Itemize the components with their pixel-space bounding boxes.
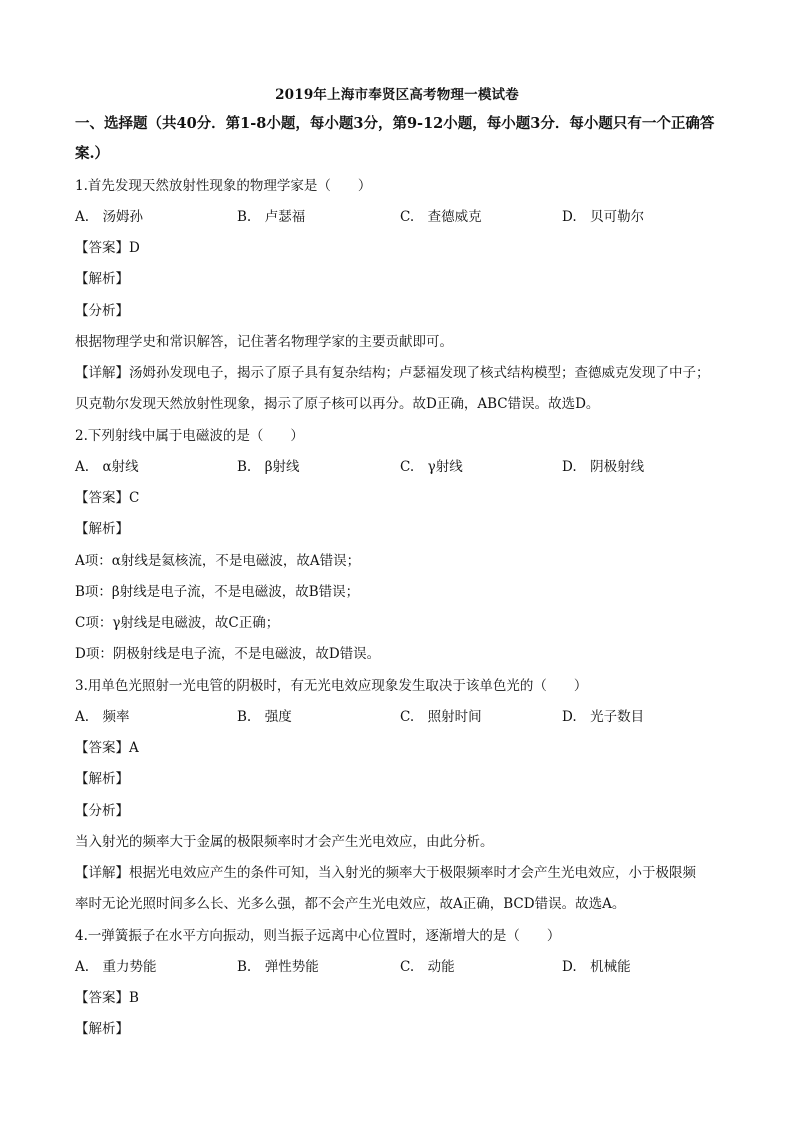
q1-answer: 【答案】D: [75, 240, 140, 256]
q3-detail-line1: 【详解】根据光电效应产生的条件可知，当入射光的频率大于极限频率时才会产生光电效应，小于极限频: [75, 865, 696, 881]
q2-options: [75, 458, 735, 476]
q2-explanation-a: A项：α射线是氦核流，不是电磁波，故A错误；: [75, 553, 361, 569]
q1-option-c: C. 查德威克: [400, 209, 482, 225]
q1-fenxi-label: 【分析】: [75, 303, 129, 319]
q3-option-d: D. 光子数目: [562, 709, 645, 725]
q4-option-c: C. 动能: [400, 959, 455, 975]
q3-detail-line2: 率时无论光照时间多么长、光多么强，都不会产生光电效应，故A正确，BCD错误。故选A。: [75, 896, 626, 912]
document-title: 2019年上海市奉贤区高考物理一模试卷: [275, 87, 519, 103]
q3-option-a: A. 频率: [75, 709, 130, 725]
q1-option-d: D. 贝可勒尔: [562, 209, 645, 225]
q4-stem: 4.一弹簧振子在水平方向振动，则当振子远离中心位置时，逐渐增大的是（ ）: [75, 928, 561, 944]
q2-option-a: A. α射线: [75, 459, 139, 475]
q1-option-a: A. 汤姆孙: [75, 209, 144, 225]
q1-stem: 1.首先发现天然放射性现象的物理学家是（ ）: [75, 178, 372, 194]
q2-option-d: D. 阴极射线: [562, 459, 645, 475]
q2-answer: 【答案】C: [75, 490, 140, 506]
q4-option-b: B. 弹性势能: [237, 959, 319, 975]
q1-detail-line1: 【详解】汤姆孙发现电子，揭示了原子具有复杂结构；卢瑟福发现了核式结构模型；查德威克发现了中子；: [75, 365, 710, 381]
q3-fenxi-text: 当入射光的频率大于金属的极限频率时才会产生光电效应，由此分析。: [75, 834, 494, 850]
q2-explanation-d: D项：阴极射线是电子流，不是电磁波，故D错误。: [75, 646, 381, 662]
q2-explanation-c: C项：γ射线是电磁波，故C正确；: [75, 615, 280, 631]
q1-options: [75, 208, 735, 226]
q2-option-b: B. β射线: [237, 459, 300, 475]
q2-stem: 2.下列射线中属于电磁波的是（ ）: [75, 428, 304, 444]
q3-answer: 【答案】A: [75, 740, 139, 756]
q2-explanation-b: B项：β射线是电子流，不是电磁波，故B错误；: [75, 584, 360, 600]
q2-option-c: C. γ射线: [400, 459, 463, 475]
q4-option-a: A. 重力势能: [75, 959, 157, 975]
q4-option-d: D. 机械能: [562, 959, 631, 975]
q3-fenxi-label: 【分析】: [75, 803, 129, 819]
section-heading-line2: 案.）: [75, 145, 110, 162]
q4-answer: 【答案】B: [75, 990, 139, 1006]
section-heading-line1: 一、选择题（共40分．第1-8小题，每小题3分，第9-12小题，每小题3分．每小题只有一个正确答: [75, 115, 715, 132]
q3-option-c: C. 照射时间: [400, 709, 482, 725]
q3-options: [75, 708, 735, 726]
q1-option-b: B. 卢瑟福: [237, 209, 306, 225]
q3-jiexi-label: 【解析】: [75, 771, 129, 787]
q2-jiexi-label: 【解析】: [75, 521, 129, 537]
q1-detail-line2: 贝克勒尔发现天然放射性现象，揭示了原子核可以再分。故D正确，ABC错误。故选D。: [75, 396, 600, 412]
q3-stem: 3.用单色光照射一光电管的阴极时，有无光电效应现象发生取决于该单色光的（ ）: [75, 678, 588, 694]
q4-jiexi-label: 【解析】: [75, 1021, 129, 1037]
q1-fenxi-text: 根据物理学史和常识解答，记住著名物理学家的主要贡献即可。: [75, 334, 453, 350]
q1-jiexi-label: 【解析】: [75, 271, 129, 287]
q3-option-b: B. 强度: [237, 709, 292, 725]
q4-options: [75, 958, 735, 976]
